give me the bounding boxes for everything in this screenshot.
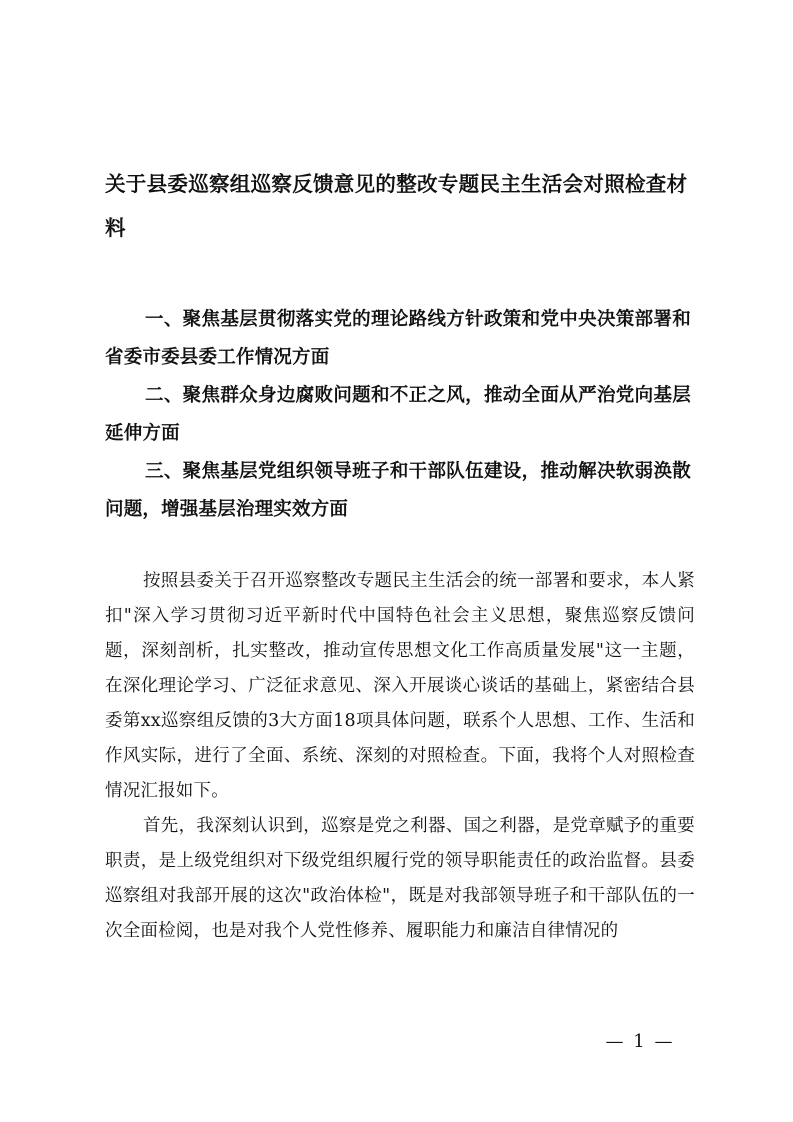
section-heading: 二、聚焦群众身边腐败问题和不正之风，推动全面从严治党向基层延伸方面 [105,385,691,444]
document-title: 关于县委巡察组巡察反馈意见的整改专题民主生活会对照检查材料 [105,172,688,240]
page-number: — 1 — [605,1031,675,1052]
body-paragraph: 按照县委关于召开巡察整改专题民主生活会的统一部署和要求，本人紧扣"深入学习贯彻习近平新时代中国特色社会主义思想，聚焦巡察反馈问题，深刻剖析，扎实整改，推动宣传思想文化工作高质量发展"这一主题，在深化理论学习、广泛征求意见、深入开展谈心谈话的基础上，紧密结合县委第xx巡察组反馈的3大方面18项具体问题，联系个人思想、工作、生活和作风实际，进行了全面、系统、深刻的对照检查。下面，我将个人对照检查情况汇报如下。 [105,571,695,801]
body-text [105,564,695,949]
section-heading: 三、聚焦基层党组织领导班子和干部队伍建设，推动解决软弱涣散问题，增强基层治理实效方面 [105,461,691,520]
body-paragraph: 首先，我深刻认识到，巡察是党之利器、国之利器，是党章赋予的重要职责，是上级党组织对下级党组织履行党的领导职能责任的政治监督。县委巡察组对我部开展的这次"政治体检"，既是对我部领导班子和干部队伍的一次全面检阅，也是对我个人党性修养、履职能力和廉洁自律情况的 [105,816,695,941]
section-heading: 一、聚焦基层贯彻落实党的理论路线方针政策和党中央决策部署和省委市委县委工作情况方面 [105,309,691,368]
section-headings [105,301,691,529]
